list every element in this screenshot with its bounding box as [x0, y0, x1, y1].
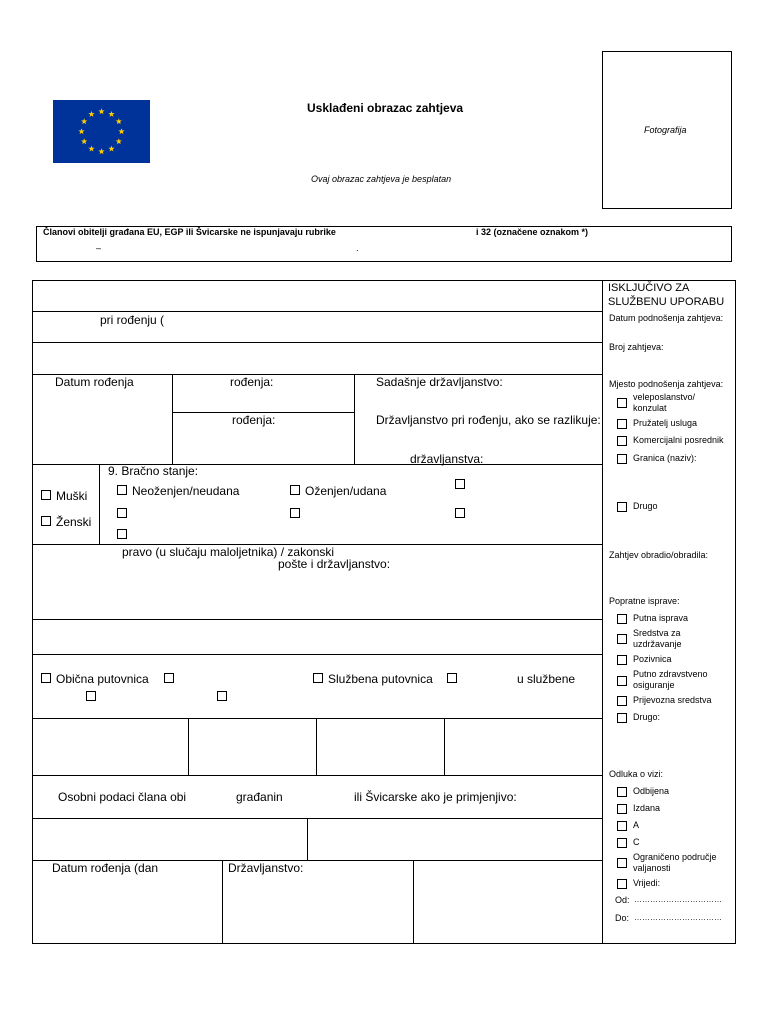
form-title: Usklađeni obrazac zahtjeva — [307, 101, 464, 115]
decision-label: Odluka o vizi: — [609, 769, 664, 779]
insurance-checkbox[interactable] — [617, 676, 627, 686]
single-label: Neoženjen/neudana — [132, 484, 240, 498]
ltv-checkbox[interactable] — [617, 858, 627, 868]
travel-doc-label: Putna isprava — [633, 613, 689, 623]
birth-name-label: pri rođenju ( — [100, 313, 165, 327]
other-nationalities-label: državljanstva: — [410, 452, 484, 466]
fm-nationality-label: Državljanstvo: — [228, 861, 304, 875]
app-number-label: Broj zahtjeva: — [609, 342, 664, 352]
female-checkbox[interactable] — [41, 516, 51, 526]
official-passport-label: u službene — [517, 672, 576, 686]
swiss-label: ili Švicarske ako je primjenjivo: — [354, 790, 517, 804]
family-member-label: Osobni podaci člana obi — [58, 790, 187, 804]
id-number-field[interactable] — [33, 620, 601, 654]
from-label: Od: — [615, 895, 630, 905]
nationality-at-birth-label: Državljanstvo pri rođenju, ako se razlikuje: — [376, 413, 601, 427]
embassy-label-2: konzulat — [633, 403, 667, 413]
handled-by-label: Zahtjev obradio/obradila: — [609, 550, 709, 560]
transport-label: Prijevozna sredstva — [633, 695, 712, 705]
visa-c-checkbox[interactable] — [617, 838, 627, 848]
ltv-label-2: valjanosti — [633, 863, 671, 873]
place-submitted-label: Mjesto podnošenja zahtjeva: — [609, 379, 724, 389]
single-checkbox[interactable] — [117, 485, 127, 495]
marital-checkbox-5[interactable] — [290, 508, 300, 518]
notice-line1-right: i 32 (označene oznakom *) — [476, 227, 589, 237]
border-checkbox[interactable] — [617, 454, 627, 464]
sidebar-title-2: SLUŽBENU UPORABU — [608, 296, 725, 308]
date-submitted-label: Datum podnošenja zahtjeva: — [609, 313, 724, 323]
current-nationality-label: Sadašnje državljanstvo: — [376, 375, 503, 389]
marital-checkbox-4[interactable] — [117, 508, 127, 518]
sidebar-title-1: ISKLJUČIVO ZA — [608, 282, 690, 294]
service-passport-checkbox[interactable] — [313, 673, 323, 683]
service-provider-checkbox[interactable] — [617, 419, 627, 429]
photo-label: Fotografija — [644, 125, 687, 135]
to-label: Do: — [615, 913, 630, 923]
first-name-field[interactable] — [33, 343, 601, 374]
other-doc-label: Drugo: — [633, 712, 661, 722]
passport-type-checkbox-4[interactable] — [447, 673, 457, 683]
marital-status-label: 9. Bračno stanje: — [108, 464, 199, 478]
embassy-checkbox[interactable] — [617, 398, 627, 408]
cob-label: rođenja: — [232, 413, 276, 427]
means-label-2: uzdržavanje — [633, 639, 682, 649]
married-checkbox[interactable] — [290, 485, 300, 495]
form-subtitle: Ovaj obrazac zahtjeva je besplatan — [311, 174, 452, 184]
insurance-label-2: osiguranje — [633, 680, 675, 690]
other-doc-checkbox[interactable] — [617, 713, 627, 723]
valid-checkbox[interactable] — [617, 879, 627, 889]
guardian-label-1: pravo (u slučaju maloljetnika) / zakonski — [122, 545, 335, 559]
from-dots[interactable]: …………………………… — [634, 895, 722, 904]
visa-a-checkbox[interactable] — [617, 821, 627, 831]
passport-type-checkbox-5[interactable] — [86, 691, 96, 701]
valid-label: Vrijedi: — [633, 878, 661, 888]
issued-checkbox[interactable] — [617, 804, 627, 814]
guardian-label-2: pošte i državljanstvo: — [278, 557, 391, 571]
female-label: Ženski — [56, 515, 92, 529]
ordinary-passport-checkbox[interactable] — [41, 673, 51, 683]
notice-dash: – — [96, 243, 102, 253]
refused-checkbox[interactable] — [617, 787, 627, 797]
ltv-label-1: Ograničeno područje — [633, 852, 717, 862]
male-checkbox[interactable] — [41, 490, 51, 500]
notice-dot: . — [356, 243, 359, 253]
male-label: Muški — [56, 489, 88, 503]
transport-checkbox[interactable] — [617, 696, 627, 706]
refused-label: Odbijena — [633, 786, 670, 796]
service-passport-label: Službena putovnica — [328, 672, 433, 686]
supporting-docs-label: Popratne isprave: — [609, 596, 680, 606]
dob-label: Datum rođenja — [55, 375, 134, 389]
ordinary-passport-label: Obična putovnica — [56, 672, 149, 686]
pob-label: rođenja: — [230, 375, 274, 389]
border-label: Granica (naziv): — [633, 453, 697, 463]
other-place-checkbox[interactable] — [617, 502, 627, 512]
marital-checkbox-6[interactable] — [455, 508, 465, 518]
commercial-intermediary-checkbox[interactable] — [617, 436, 627, 446]
invitation-label: Pozivnica — [633, 654, 672, 664]
passport-type-checkbox-6[interactable] — [217, 691, 227, 701]
notice-line1-left: Članovi obitelji građana EU, EGP ili Švicarske ne ispunjavaju rubrike — [43, 227, 336, 237]
other-place-label: Drugo — [633, 501, 658, 511]
citizen-label: građanin — [236, 790, 283, 804]
service-provider-label: Pružatelj usluga — [633, 418, 698, 428]
invitation-checkbox[interactable] — [617, 655, 627, 665]
issued-label: Izdana — [633, 803, 661, 813]
commercial-intermediary-label: Komercijalni posrednik — [633, 435, 724, 445]
marital-checkbox-7[interactable] — [117, 529, 127, 539]
embassy-label-1: veleposlanstvo/ — [633, 392, 696, 402]
visa-c-label: C — [633, 837, 640, 847]
passport-type-checkbox-2[interactable] — [164, 673, 174, 683]
means-label-1: Sredstva za — [633, 628, 681, 638]
insurance-label-1: Putno zdravstveno — [633, 669, 708, 679]
eu-flag-logo — [53, 100, 150, 163]
to-dots[interactable]: …………………………… — [634, 913, 722, 922]
means-checkbox[interactable] — [617, 634, 627, 644]
marital-checkbox-3[interactable] — [455, 479, 465, 489]
visa-a-label: A — [633, 820, 640, 830]
surname-field[interactable] — [33, 281, 601, 311]
married-label: Oženjen/udana — [305, 484, 387, 498]
travel-doc-checkbox[interactable] — [617, 614, 627, 624]
fm-dob-label: Datum rođenja (dan — [52, 861, 159, 875]
